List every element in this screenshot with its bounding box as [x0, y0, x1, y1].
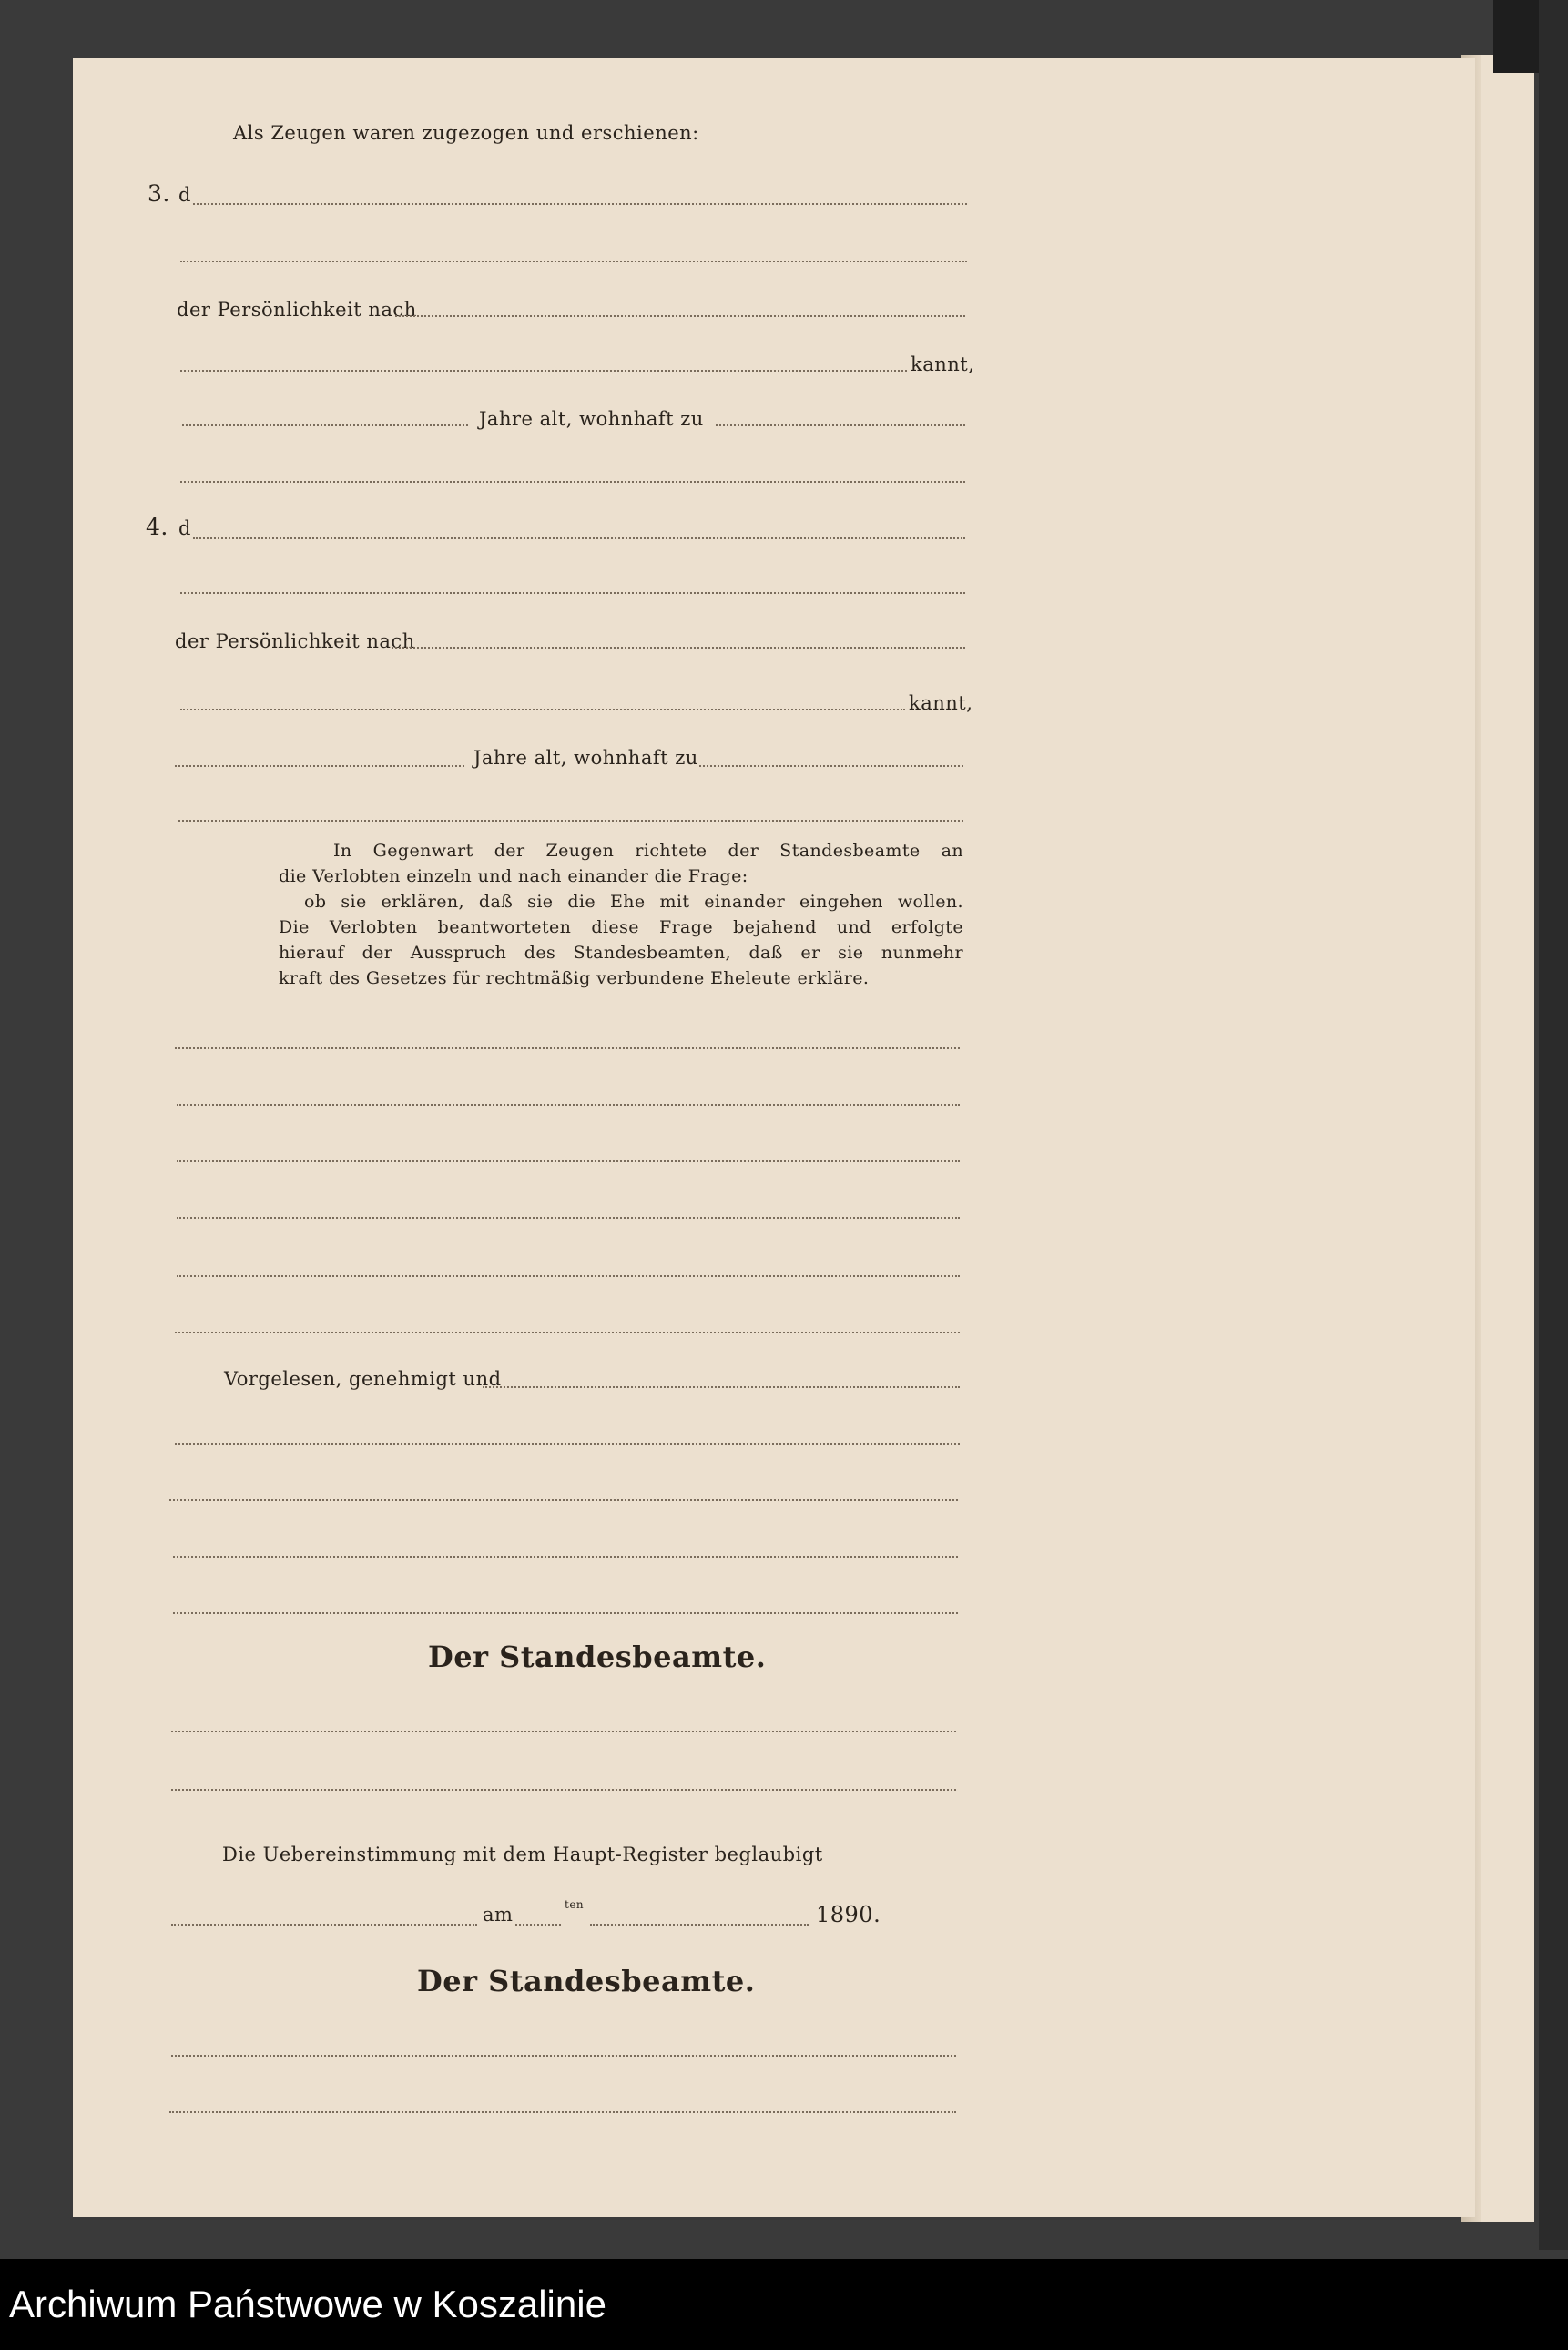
- witness-intro: Als Zeugen waren zugezogen und erschienen:: [233, 122, 699, 144]
- witness-4-name-line-2: [180, 592, 965, 594]
- certification-month-line: [590, 1924, 809, 1926]
- ceremony-line: In Gegenwart der Zeugen richtete der Standesbeamte an: [333, 841, 963, 861]
- binding-top: [1493, 0, 1539, 73]
- signature-line: [169, 1499, 958, 1501]
- witness-3-known-line: [180, 370, 907, 372]
- witness-3-number: 3.: [148, 180, 170, 207]
- remark-line: [177, 1104, 960, 1106]
- ceremony-line: hierauf der Ausspruch des Standesbeamten, daß er sie nunmehr: [279, 943, 963, 963]
- remark-line: [177, 1217, 960, 1219]
- witness-4-identity-line: [392, 647, 965, 649]
- certification-place-line: [171, 1924, 477, 1926]
- witness-3-residence-line-2: [180, 481, 965, 483]
- witness-4-age-residence: Jahre alt, wohnhaft zu: [473, 747, 698, 769]
- register-page: [73, 58, 1475, 2217]
- registrar-signature-line: [171, 1789, 956, 1791]
- read-approved-label: Vorgelesen, genehmigt und: [224, 1368, 502, 1390]
- remark-line: [177, 1160, 960, 1162]
- archive-footer: [0, 2259, 1568, 2350]
- witness-3-age-line: [182, 424, 468, 426]
- witness-3-name-line-2: [180, 261, 967, 262]
- signature-line: [173, 1612, 958, 1614]
- date-year: 1890.: [816, 1902, 881, 1927]
- witness-3-residence-line: [716, 424, 965, 426]
- binding-edge: [1539, 0, 1568, 2250]
- remark-line: [177, 1275, 960, 1277]
- read-approved-line: [483, 1386, 960, 1388]
- witness-4-age-line: [175, 765, 464, 767]
- ceremony-line: Die Verlobten beantworteten diese Frage bejahend und erfolgte: [279, 917, 963, 937]
- witness-4-number: 4.: [146, 514, 168, 540]
- witness-3-known-suffix: kannt,: [911, 353, 975, 375]
- date-ten-superscript: ten: [565, 1898, 585, 1911]
- witness-4-residence-line-2: [178, 820, 963, 822]
- ceremony-line: kraft des Gesetzes für rechtmäßig verbundene Eheleute erkläre.: [279, 968, 870, 988]
- witness-4-residence-line: [699, 765, 963, 767]
- remark-line: [175, 1047, 960, 1049]
- registrar-signature-line-2: [171, 2055, 956, 2057]
- signature-line: [173, 1556, 958, 1558]
- registrar-signature-line: [171, 1731, 956, 1732]
- ceremony-paragraph: [279, 838, 963, 991]
- certification-day-line: [515, 1924, 561, 1926]
- signature-line: [175, 1443, 960, 1445]
- archive-name: Archiwum Państwowe w Koszalinie: [9, 2283, 606, 2325]
- remark-line: [175, 1332, 960, 1333]
- ceremony-line: die Verlobten einzeln und nach einander die Frage:: [279, 866, 748, 886]
- witness-3-identity-label: der Persönlichkeit nach: [177, 299, 417, 321]
- ceremony-line: ob sie erklären, daß sie die Ehe mit einander eingehen wollen.: [304, 892, 963, 912]
- witness-4-identity-label: der Persönlichkeit nach: [175, 630, 415, 652]
- witness-3-identity-line: [395, 315, 965, 317]
- witness-4-known-suffix: kannt,: [909, 692, 973, 714]
- date-am: am: [483, 1904, 514, 1926]
- witness-3-age-residence: Jahre alt, wohnhaft zu: [479, 408, 704, 430]
- registrar-signature-line-2: [169, 2111, 956, 2113]
- witness-4-known-line: [180, 709, 905, 710]
- registrar-title: Der Standesbeamte.: [428, 1640, 767, 1674]
- witness-3-name-prefix: d: [178, 184, 191, 206]
- registrar-title-2: Der Standesbeamte.: [417, 1964, 756, 1998]
- witness-4-name-prefix: d: [178, 517, 191, 539]
- witness-4-name-line: [193, 537, 965, 539]
- next-page-edge: [1480, 55, 1534, 2222]
- certification-text: Die Uebereinstimmung mit dem Haupt-Register beglaubigt: [222, 1844, 823, 1865]
- witness-3-name-line: [193, 203, 967, 205]
